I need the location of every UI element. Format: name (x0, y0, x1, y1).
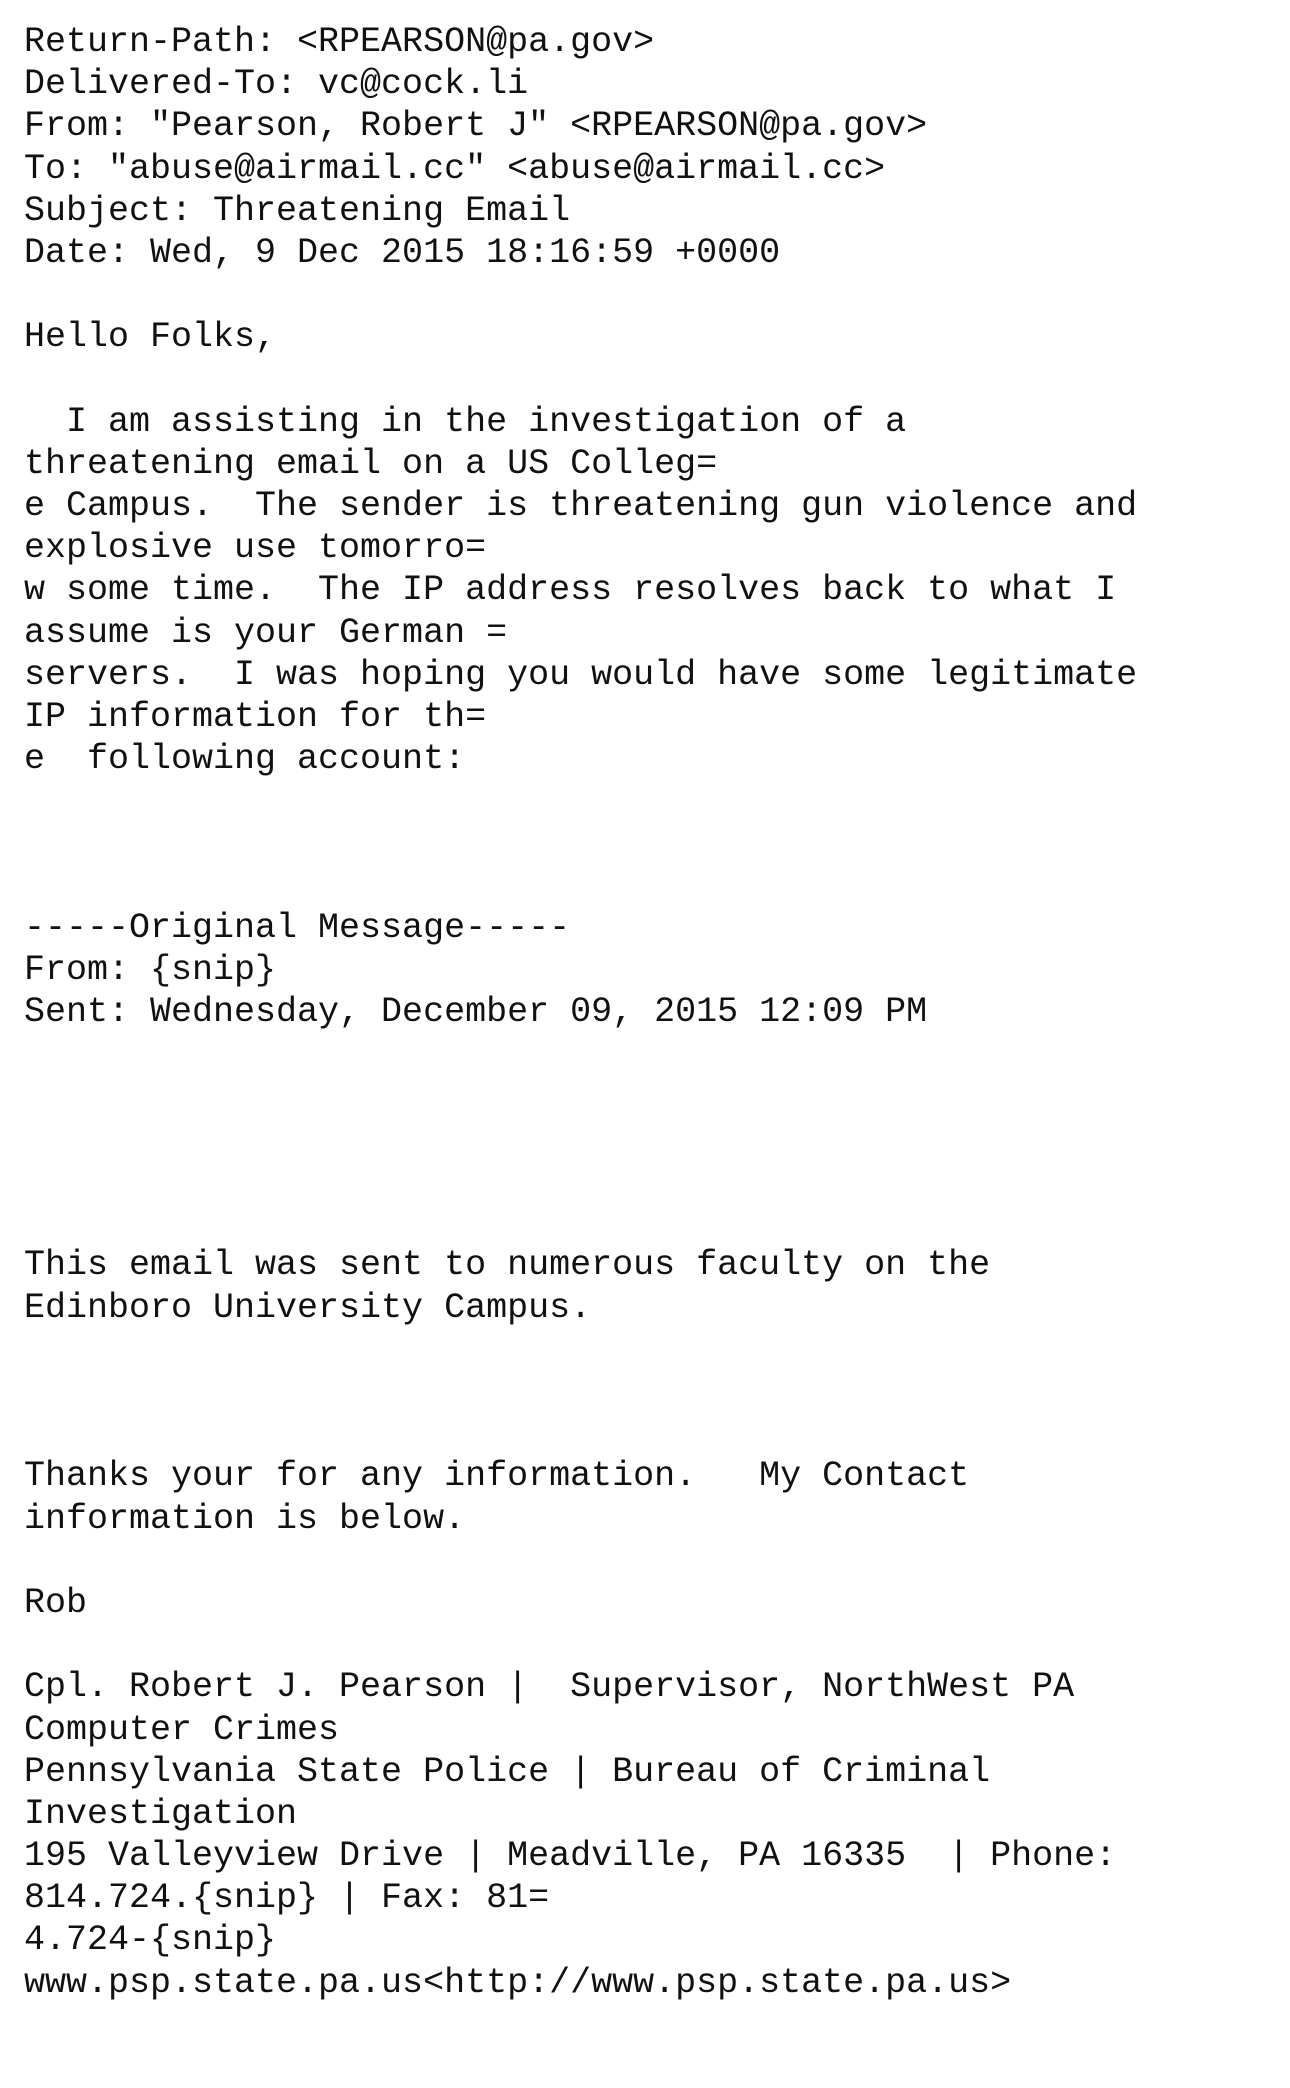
blank-line (24, 1076, 1274, 1118)
signature-block (24, 1666, 1274, 2004)
blank-line (24, 823, 1274, 865)
signature-line: 4.724-{snip} (24, 1920, 277, 1961)
faculty-note (24, 1244, 1274, 1328)
email-document (24, 21, 1274, 2004)
body-line: I am assisting in the investigation of a (24, 401, 907, 442)
header-subject: Subject: Threatening Email (24, 190, 571, 231)
blank-line (24, 780, 1274, 822)
header-delivered-to: Delivered-To: vc@cock.li (24, 64, 529, 105)
body-line: e Campus. The sender is threatening gun violence and (24, 486, 1138, 527)
thanks-line: information is below. (24, 1498, 466, 1539)
signature-line: 195 Valleyview Drive | Meadville, PA 16335 | Phone: (24, 1836, 1117, 1877)
greeting: Hello Folks, (24, 317, 277, 358)
header-date: Date: Wed, 9 Dec 2015 18:16:59 +0000 (24, 232, 781, 273)
faculty-note-line: This email was sent to numerous faculty on the (24, 1245, 991, 1286)
faculty-note-line: Edinboro University Campus. (24, 1287, 592, 1328)
body-line: explosive use tomorro= (24, 528, 487, 569)
signature-line: 814.724.{snip} | Fax: 81= (24, 1878, 550, 1919)
thanks-line: Thanks your for any information. My Contact (24, 1456, 970, 1497)
header-to: To: "abuse@airmail.cc" <abuse@airmail.cc> (24, 148, 886, 189)
email-headers (24, 21, 1274, 274)
body-line: e following account: (24, 739, 466, 780)
blank-line (24, 1034, 1274, 1076)
body-line: servers. I was hoping you would have some legitimate (24, 654, 1138, 695)
blank-line (24, 1160, 1274, 1202)
blank-line (24, 1371, 1274, 1413)
signature-line: Pennsylvania State Police | Bureau of Criminal (24, 1751, 991, 1792)
body-line: threatening email on a US Colleg= (24, 443, 718, 484)
header-return-path: Return-Path: <RPEARSON@pa.gov> (24, 22, 655, 62)
body-line: w some time. The IP address resolves back to what I (24, 570, 1117, 611)
blank-line (24, 1624, 1274, 1666)
sign-name: Rob (24, 1582, 88, 1623)
body-line: IP information for th= (24, 697, 487, 737)
blank-line (24, 865, 1274, 907)
blank-line (24, 1118, 1274, 1160)
blank-line (24, 1540, 1274, 1582)
header-from: From: "Pearson, Robert J" <RPEARSON@pa.gov> (24, 106, 928, 147)
blank-line (24, 1202, 1274, 1244)
original-message-sent: Sent: Wednesday, December 09, 2015 12:09 PM (24, 992, 928, 1033)
original-message-separator: -----Original Message----- (24, 907, 571, 948)
thanks-paragraph (24, 1455, 1274, 1539)
original-message (24, 907, 1274, 1034)
signature-line: Computer Crimes (24, 1709, 340, 1750)
signature-line: Cpl. Robert J. Pearson | Supervisor, NorthWest PA (24, 1667, 1075, 1708)
blank-line (24, 274, 1274, 316)
blank-line (24, 1413, 1274, 1455)
signature-line: Investigation (24, 1793, 298, 1834)
blank-line (24, 359, 1274, 401)
blank-line (24, 1329, 1274, 1371)
body-paragraph (24, 401, 1274, 781)
original-message-from: From: {snip} (24, 950, 277, 991)
body-line: assume is your German = (24, 612, 508, 653)
signature-website: www.psp.state.pa.us<http://www.psp.state.pa.us> (24, 1962, 1012, 2003)
